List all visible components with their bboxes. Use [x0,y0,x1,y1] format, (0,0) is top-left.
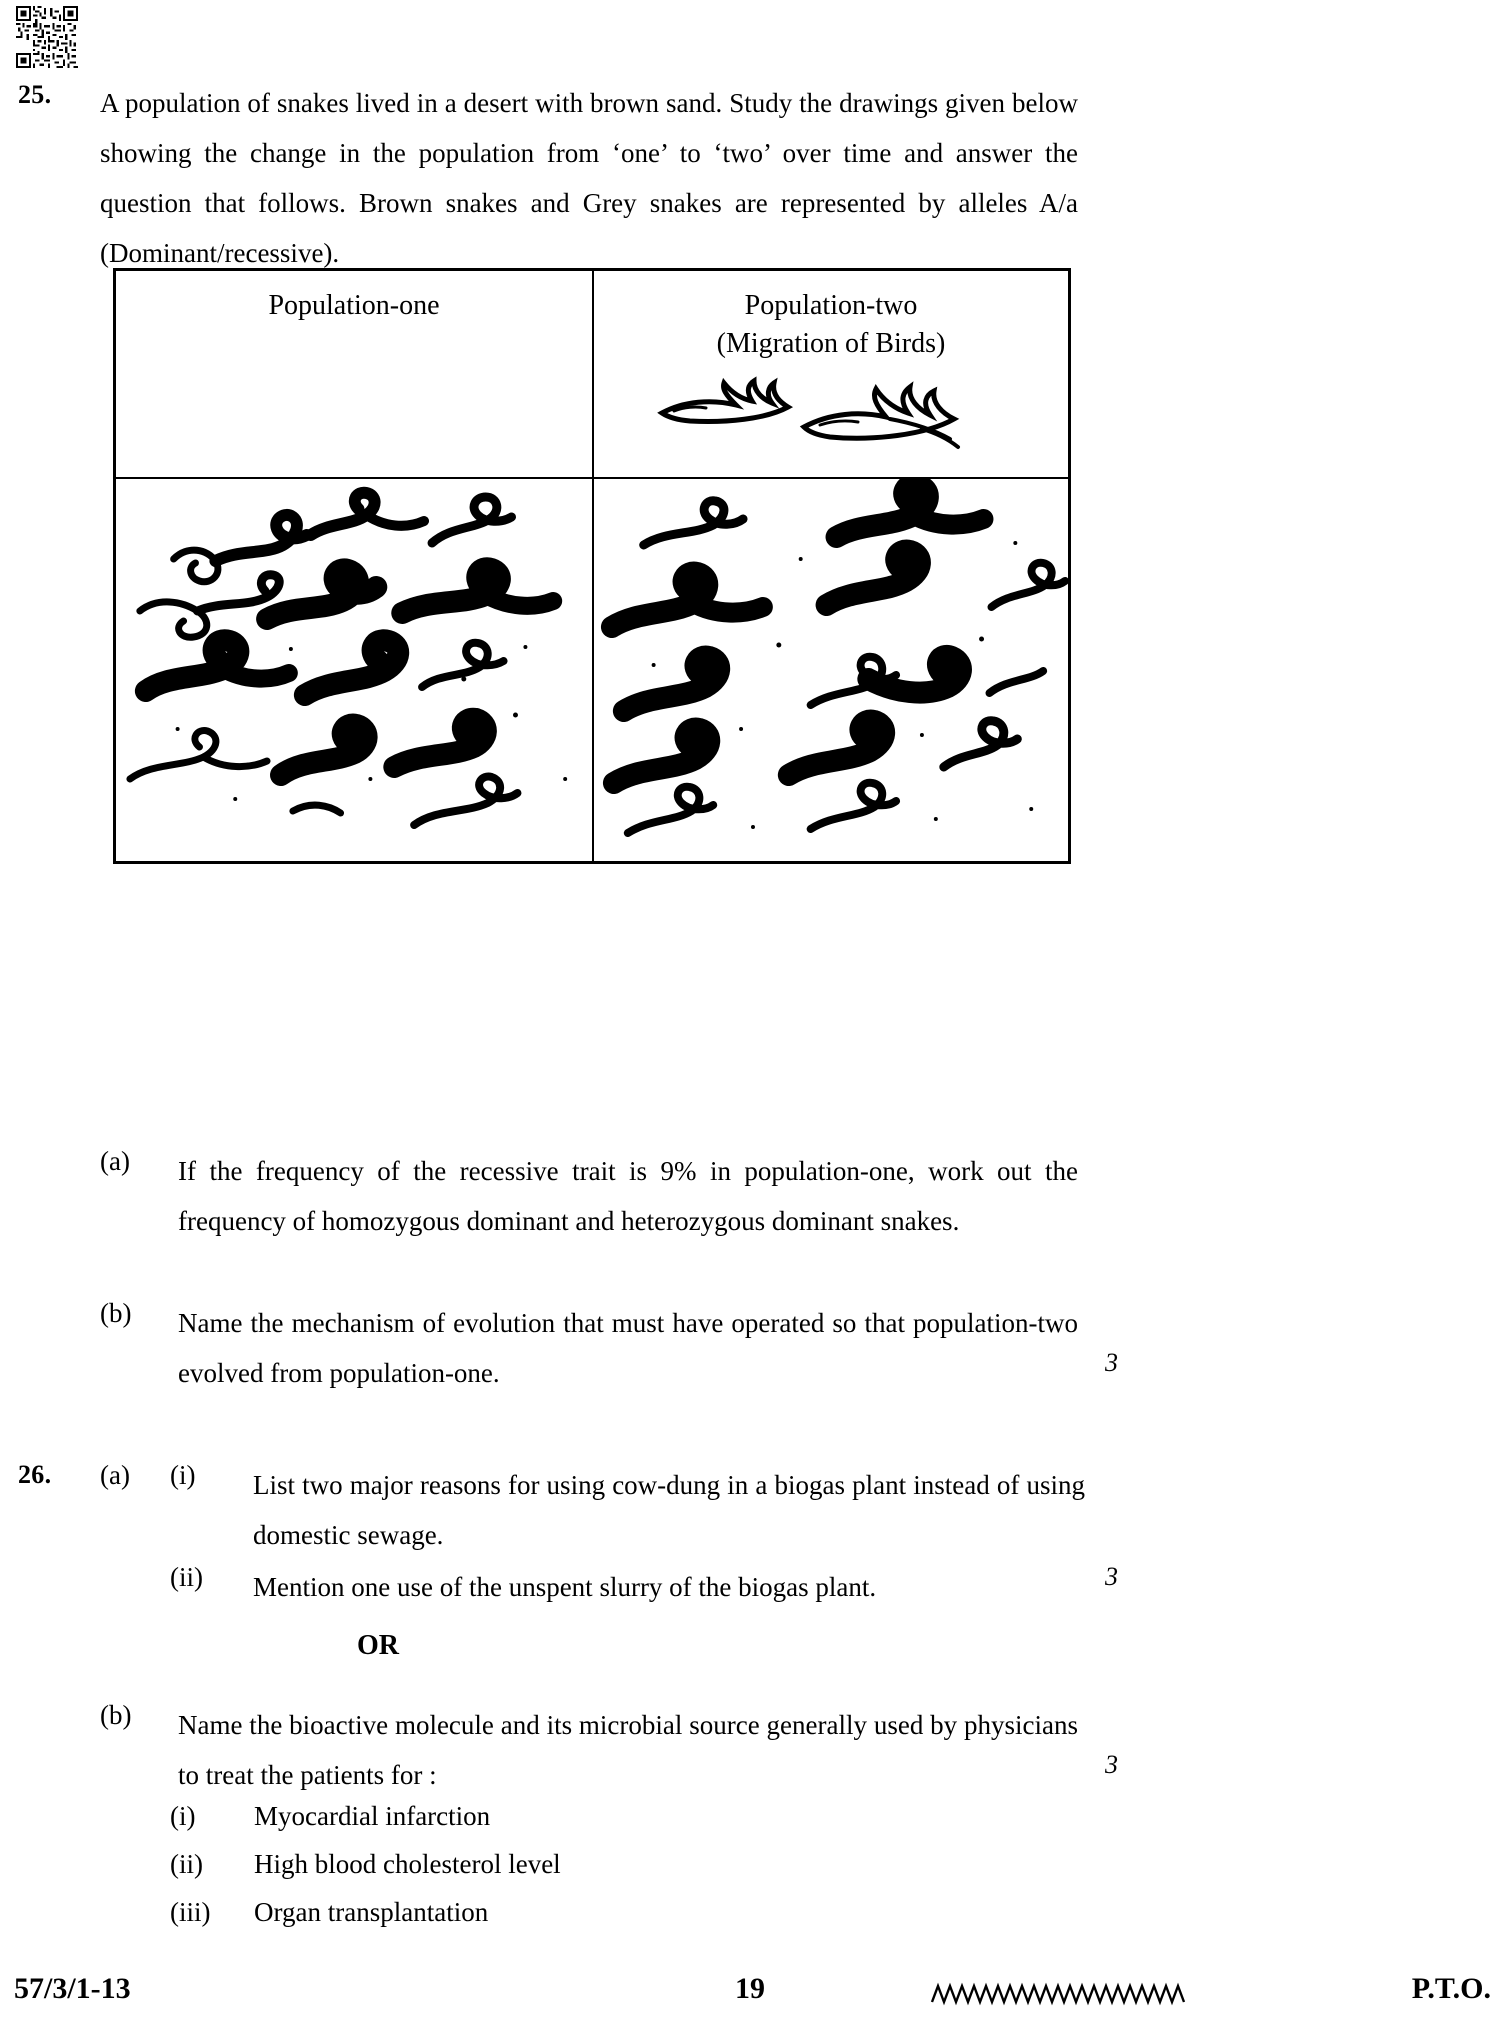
population-two-header-line1: Population-two [744,290,918,321]
flying-birds-icon [654,367,994,457]
question-26b-marks: 3 [1105,1750,1118,1779]
question-26b-item-i-text: Myocardial infarction [254,1801,491,1831]
question-26a-ii-text: Mention one use of the unspent slurry of the biogas plant. [253,1572,877,1602]
question-26b-item-iii-text: Organ transplantation [254,1897,489,1927]
table-header-cell-population-two [592,271,1068,477]
question-26b-item-iii-label: (iii) [170,1897,211,1927]
question-25a-label: (a) [100,1146,130,1176]
paper-code: 57/3/1-13 [14,1972,131,2005]
question-25-number: 25. [18,80,52,109]
question-26b-item-i-label: (i) [170,1801,196,1831]
question-25-text: A population of snakes lived in a desert with brown sand. Study the drawings given below showing the change in the population from ‘one’ to ‘two’ over time and answer the question that follows. Brown snakes and Grey snakes are represented by alleles A/a (Dominant/recessive). [100,88,1078,268]
question-25b-marks: 3 [1105,1348,1118,1377]
snake-population-table [113,268,1071,864]
table-header-row [116,271,1068,479]
question-25a-text: If the frequency of the recessive trait is 9% in population-one, work out the frequency of homozygous dominant and heterozygous dominant snakes. [178,1156,1078,1236]
question-26b-item-iii [170,1888,870,1936]
question-26a-i-label: (i) [170,1460,196,1490]
question-26b-item-i [170,1792,870,1840]
snake-population-two-illustration [592,479,1068,864]
page-footer [0,1972,1505,2020]
question-25b-label: (b) [100,1298,132,1328]
qr-code-icon [16,6,78,68]
table-header-cell-population-one [116,271,592,477]
question-26a-i-text: List two major reasons for using cow-dung in a biogas plant instead of using domestic sewage. [253,1470,1085,1550]
page-number: 19 [735,1972,765,2005]
zigzag-rule-icon [930,1980,1190,2008]
snake-population-one-illustration [116,479,592,864]
question-26b-item-ii-label: (ii) [170,1849,203,1879]
question-26b-item-ii-text: High blood cholesterol level [254,1849,561,1879]
population-one-header: Population-one [268,290,440,321]
or-separator: OR [357,1630,399,1661]
question-26b-text: Name the bioactive molecule and its microbial source generally used by physicians to treat the patients for : [178,1710,1078,1790]
question-26a-ii-label: (ii) [170,1562,203,1592]
question-26b-item-ii [170,1840,870,1888]
question-26a-ii-marks: 3 [1105,1562,1118,1591]
table-body-row [116,479,1068,864]
population-two-header-line2: (Migration of Birds) [716,328,946,359]
pto-label: P.T.O. [1411,1972,1491,2005]
question-26b-label: (b) [100,1700,132,1730]
question-25b-text: Name the mechanism of evolution that must have operated so that population-two evolved from population-one. [178,1308,1078,1388]
question-26-number: 26. [18,1460,52,1489]
question-26a-label: (a) [100,1460,130,1490]
